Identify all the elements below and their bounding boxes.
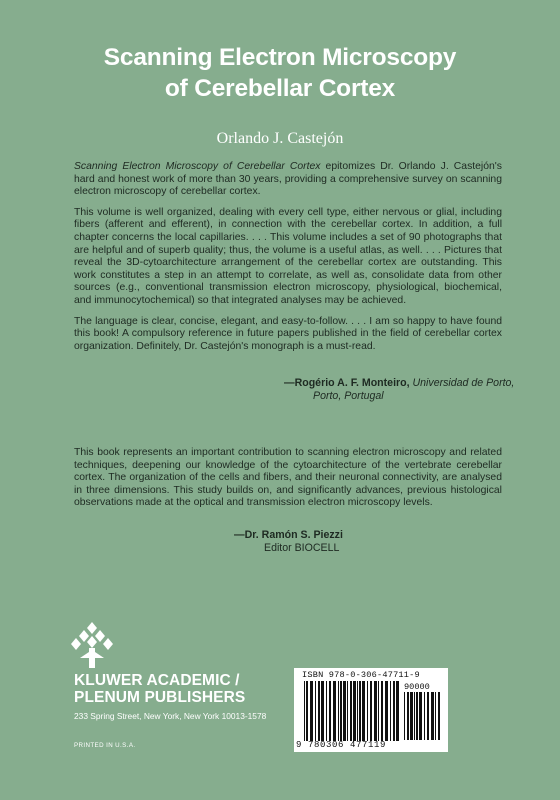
barcode-bar — [396, 681, 399, 741]
barcode-bar — [410, 692, 413, 740]
reviewer-affiliation: Editor BIOCELL — [264, 542, 340, 554]
book-title — [0, 42, 560, 104]
reviewer-name: —Rogério A. F. Monteiro, — [284, 377, 410, 389]
barcode-bar — [340, 681, 342, 741]
isbn-barcode — [294, 668, 448, 752]
barcode-addon-digits: 90000 — [404, 682, 430, 692]
barcode-bar — [357, 681, 358, 741]
barcode-bar — [306, 681, 308, 741]
barcode-bar — [427, 692, 429, 740]
barcode-bar — [419, 692, 422, 740]
review-attribution-piezzi — [234, 529, 343, 555]
kluwer-logo-icon — [70, 622, 114, 675]
review-paragraph — [74, 161, 502, 199]
barcode-bar — [438, 692, 440, 740]
barcode-bar — [350, 681, 352, 741]
barcode-bar — [362, 681, 365, 741]
title-line-1: Scanning Electron Microscopy — [103, 44, 457, 71]
barcode-bar — [424, 692, 425, 740]
title-line-2: of Cerebellar Cortex — [164, 75, 396, 102]
barcode-bar — [304, 681, 305, 741]
barcode-bar — [310, 681, 313, 741]
isbn-text: ISBN 978-0-306-47711-9 — [302, 670, 420, 680]
barcode-bar — [416, 692, 418, 740]
review-paragraph: The language is clear, concise, elegant, and easy-to-follow. . . . I am so happy to have found this book! A compulsory reference in future papers published in the field of cerebellar cortex organization. Definitely, Dr. Castejón's monograph is a must-read. — [74, 315, 502, 352]
barcode-bar — [333, 681, 336, 741]
barcode-bar — [343, 681, 346, 741]
publisher-name-line-1: KLUWER ACADEMIC / — [74, 672, 240, 689]
barcode-bar — [374, 681, 377, 741]
barcode-bar — [367, 681, 368, 741]
barcode-bar — [321, 681, 324, 741]
publisher-name — [74, 672, 245, 706]
reviewer-affiliation: Universidad de Porto, — [409, 377, 515, 389]
review-piezzi — [74, 447, 502, 518]
barcode-addon-bars — [404, 692, 444, 740]
barcode-bar — [407, 692, 409, 740]
review-monteiro — [74, 161, 502, 361]
barcode-bar — [381, 681, 383, 741]
publisher-address: 233 Spring Street, New York, New York 10013-1578 — [74, 711, 267, 721]
barcode-bar — [390, 681, 391, 741]
barcode-bar — [431, 692, 434, 740]
printed-in-notice: PRINTED IN U.S.A. — [74, 742, 136, 749]
barcode-bar — [315, 681, 316, 741]
reviewer-name: —Dr. Ramón S. Piezzi — [234, 529, 343, 541]
author-name: Orlando J. Castejón — [216, 130, 344, 147]
barcode-digits: 9 780306 477119 — [296, 740, 387, 750]
review-paragraph: This book represents an important contribution to scanning electron microscopy and related techniques, deepening our knowledge of the cytoarchitecture of the vertebrate cerebellar cortex. The organization of the cells and fibers, and their neuronal connectivity, are analysed in three dimensions. This study builds on, and significantly advances, previous histological observations made at the optical and transmission electron microscopy levels. — [74, 447, 502, 509]
barcode-bar — [359, 681, 361, 741]
barcode-bar — [347, 681, 348, 741]
review-text: epitomizes Dr. Orlando J. Castejón's hard and honest work of more than 30 years, providing a comprehensive survey on scanning electron microscopy of cerebellar cortex. — [74, 161, 502, 198]
book-title-italic: Scanning Electron Microscopy of Cerebellar Cortex — [74, 161, 321, 172]
barcode-bar — [378, 681, 379, 741]
reviewer-location: Porto, Portugal — [313, 390, 384, 402]
barcode-bar — [338, 681, 339, 741]
barcode-bar — [353, 681, 356, 741]
barcode-bar — [329, 681, 331, 741]
review-attribution-monteiro — [284, 377, 514, 403]
barcode-bar — [435, 692, 436, 740]
publisher-name-line-2: PLENUM PUBLISHERS — [74, 689, 246, 706]
barcode-bar — [393, 681, 395, 741]
barcode-bar — [404, 692, 405, 740]
barcode-bar — [318, 681, 320, 741]
barcode-bars — [304, 681, 400, 741]
review-paragraph: This volume is well organized, dealing with every cell type, either nervous or glial, including fibers (afferent and efferent), in connection with the cerebellar cortex. In addition, a full chapter concerns the local capillaries. . . . This volume includes a set of 90 photographs that are helpful and of superb quality; thus, the volume is a useful atlas, as well. . . . Pictures that reveal the 3D-cytoarchitecture arrangement of the cerebellar cortex are outstanding. This work constitutes a step in an attempt to correlate, as well as, consolidate data from other sources (e.g., conventional transmission electron microscopy, physiological, biochemical, and immunocytochemical) so that integrated analyses may be achieved. — [74, 206, 502, 306]
barcode-bar — [370, 681, 372, 741]
barcode-bar — [385, 681, 388, 741]
barcode-bar — [326, 681, 327, 741]
barcode-bar — [414, 692, 415, 740]
